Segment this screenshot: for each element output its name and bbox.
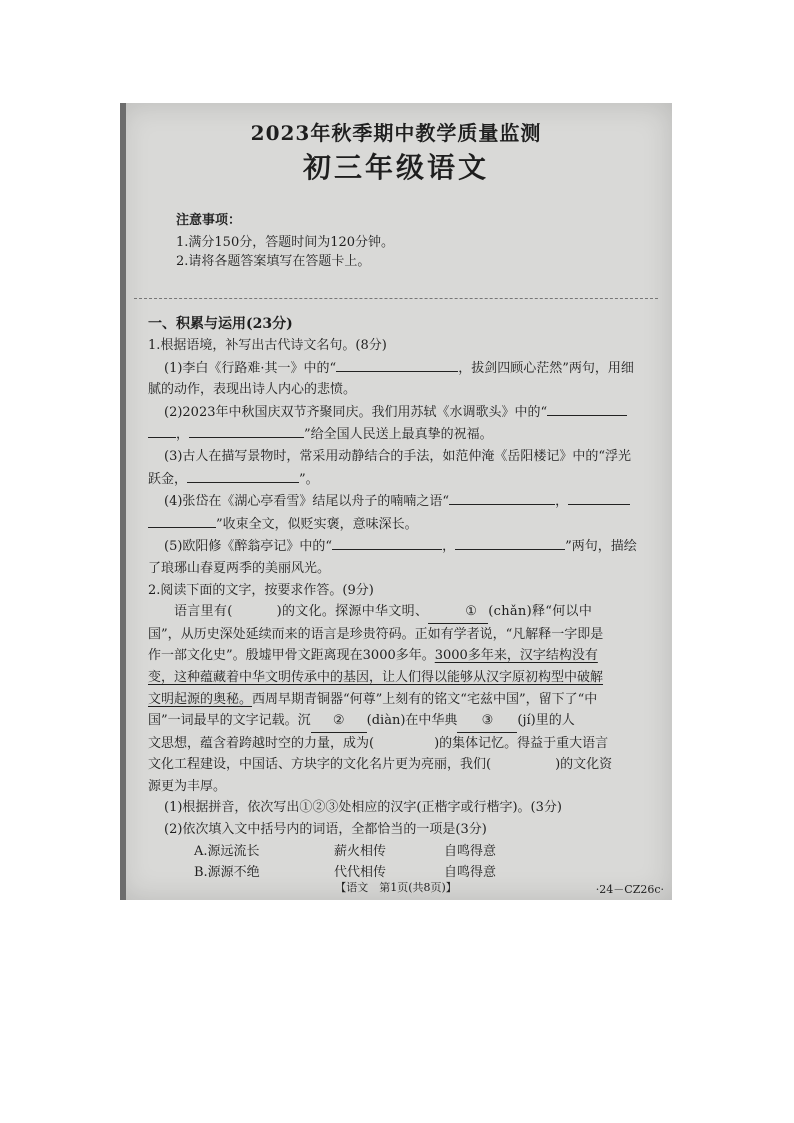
answer-blank <box>187 468 299 483</box>
q1-part3: (3)古人在描写景物时，常采用动静结合的手法，如范仲淹《岳阳楼记》中的“浮光 <box>164 448 632 464</box>
blank-marker-2: ② <box>311 710 367 733</box>
answer-blank <box>547 401 627 416</box>
reading-line: 作一部文化史”。殷墟甲骨文距离现在3000多年。3000多年来，汉字结构没有 <box>148 648 598 664</box>
underlined-sentence: 文明起源的奥秘。 <box>148 691 253 707</box>
option-a: A.源远流长 薪火相传 自鸣得意 <box>194 843 497 859</box>
notice-box <box>176 211 394 271</box>
q2-sub2: (2)依次填入文中括号内的词语，全都恰当的一项是(3分) <box>164 822 487 838</box>
q1-part5: (5)欧阳修《醉翁亭记》中的“ ， ”两句，描绘 <box>148 535 663 558</box>
q2-stem: 2.阅读下面的文字，按要求作答。(9分) <box>148 582 374 598</box>
reading-line: 文思想，蕴含着跨越时空的力量，成为( )的集体记忆。得益于重大语言 <box>148 735 609 751</box>
exam-title: 2023年秋季期中教学质量监测 <box>250 121 542 145</box>
q1-part5-cont: 了琅琊山春夏两季的美丽风光。 <box>148 560 331 576</box>
option-b: B.源源不绝 代代相传 自鸣得意 <box>194 865 497 881</box>
notice-item: 2.请将各题答案填写在答题卡上。 <box>176 254 371 269</box>
q1-part2-cont: ， ”给全国人民送上最真挚的祝福。 <box>148 423 663 446</box>
exam-sheet <box>120 103 672 900</box>
notice-heading: 注意事项： <box>176 213 242 228</box>
reading-line: 文化工程建设，中国话、方块字的文化名片更为亮丽，我们( )的文化资 <box>148 757 613 773</box>
sheet-edge <box>120 103 126 900</box>
question-content <box>148 335 663 884</box>
exam-subject-title: 初三年级语文 <box>302 151 489 184</box>
q1-stem: 1.根据语境，补写出古代诗文名句。(8分) <box>148 338 387 353</box>
blank-marker-1: ① <box>428 601 488 624</box>
answer-blank <box>189 423 304 438</box>
q2-sub1: (1)根据拼音，依次写出①②③处相应的汉字(正楷字或行楷字)。(3分) <box>164 800 562 816</box>
answer-blank <box>455 535 565 550</box>
reading-line: 源更为丰厚。 <box>148 778 227 794</box>
answer-blank <box>148 513 216 528</box>
q1-part2: (2)2023年中秋国庆双节齐聚同庆。我们用苏轼《水调歌头》中的“ <box>148 401 663 424</box>
q1-part1: (1)李白《行路难·其一》中的“ ，拔剑四顾心茫然”两句，用细 <box>148 357 663 380</box>
answer-blank <box>332 535 442 550</box>
section-heading: 一、积累与运用(23分) <box>148 316 293 332</box>
answer-blank <box>568 490 630 505</box>
answer-blank <box>449 490 555 505</box>
q1-part3-cont: 跃金， ”。 <box>148 468 663 491</box>
q1-part4: (4)张岱在《湖心亭看雪》结尾以舟子的喃喃之语“ ， <box>148 490 663 513</box>
q1-part4-cont: ”收束全文，似贬实褒，意味深长。 <box>148 513 663 536</box>
underlined-sentence: 3000多年来，汉字结构没有 <box>434 648 598 664</box>
answer-blank <box>336 357 458 372</box>
reading-line: 国”一词最早的文字记载。沉 ② (diàn)在中华典 ③ (jí)里的人 <box>148 710 663 733</box>
notice-item: 1.满分150分，答题时间为120分钟。 <box>176 235 395 250</box>
reading-line: 语言里有( )的文化。探源中华文明、 ① (chǎn)释“何以中 <box>148 601 663 624</box>
reading-line: 文明起源的奥秘。西周早期青铜器“何尊”上刻有的铭文“宅兹中国”，留下了“中 <box>148 691 598 707</box>
underlined-sentence: 变，这种蕴藏着中华文明传承中的基因，让人们得以能够从汉字原初构型中破解 <box>148 669 604 685</box>
reading-line: 国”，从历史深处延续而来的语言是珍贵符码。正如有学者说，“凡解释一字即是 <box>148 626 604 642</box>
dashed-divider <box>134 298 658 299</box>
q1-part1-cont: 腻的动作，表现出诗人内心的悲愤。 <box>148 382 357 398</box>
paper-code: ·24－CZ26c· <box>595 883 664 896</box>
page-footer: 【语文 第1页(共8页)】 <box>335 881 457 894</box>
blank-marker-3: ③ <box>457 710 517 733</box>
reading-line <box>148 667 663 689</box>
answer-blank <box>148 423 176 438</box>
